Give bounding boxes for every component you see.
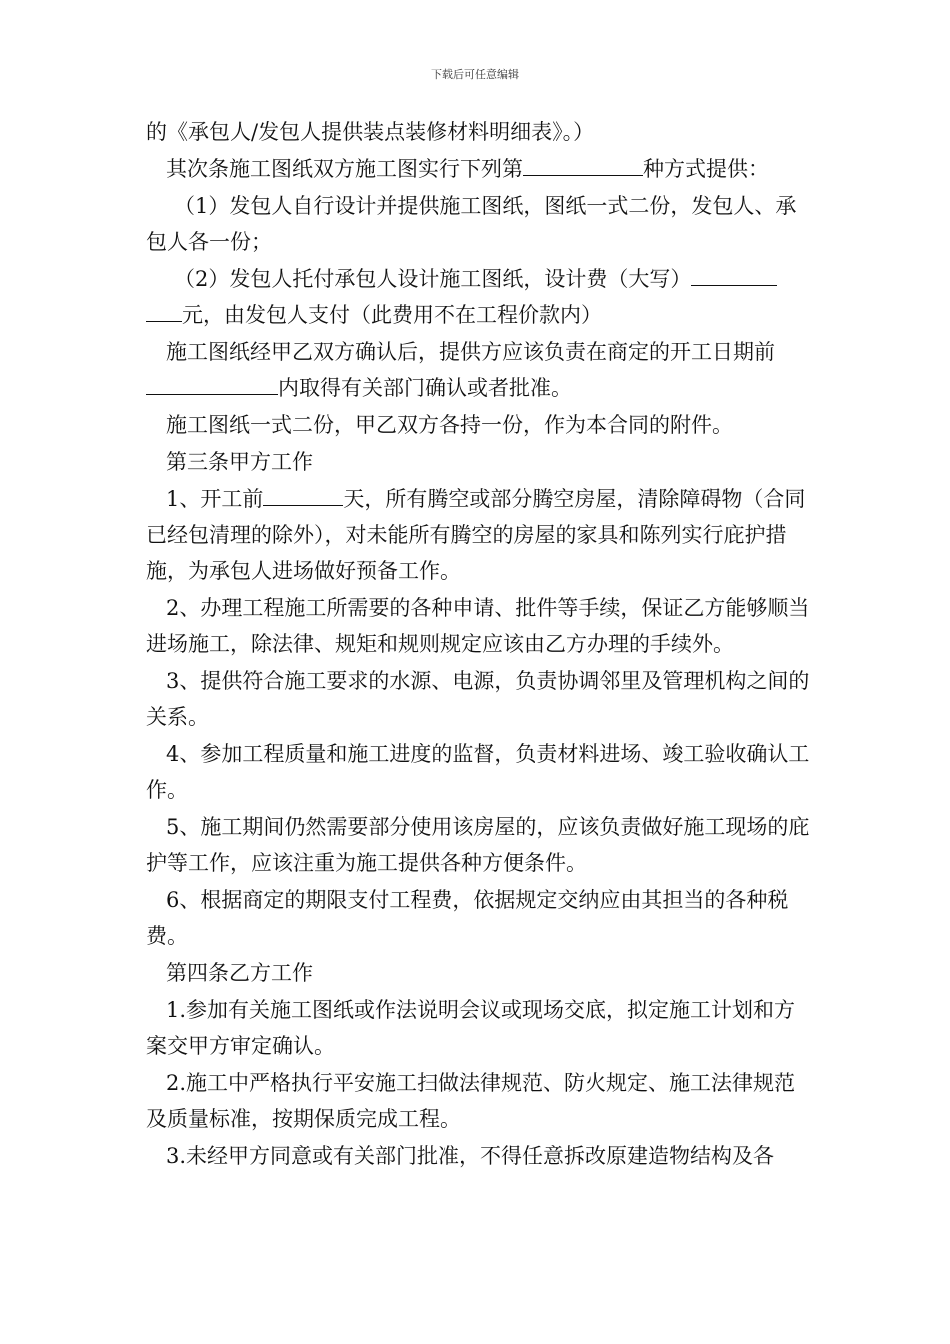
paragraph-text: 3.未经甲方同意或有关部门批准，不得任意拆改原建造物结构及各 <box>166 1144 775 1168</box>
paragraph-text: 天，所有腾空或部分腾空房屋，清除障碍物（合同已经包清理的除外），对未能所有腾空的房屋的家具和陈列实行庇护措施，为承包人进场做好预备工作。 <box>146 487 806 583</box>
paragraph-text: 2.施工中严格执行平安施工扫做法律规范、防火规定、施工法律规范及质量标准，按期保质完成工程。 <box>146 1071 796 1131</box>
paragraph-text: （1）发包人自行设计并提供施工图纸，图纸一式二份，发包人、承包人各一份； <box>146 194 797 254</box>
paragraph-text: 3、提供符合施工要求的水源、电源，负责协调邻里及管理机构之间的关系。 <box>146 669 810 729</box>
paragraph <box>146 1065 810 1137</box>
paragraph <box>146 407 810 443</box>
paragraph <box>146 736 810 808</box>
paragraph-option-1 <box>146 188 810 260</box>
fill-blank <box>146 299 182 322</box>
paragraph <box>146 809 810 881</box>
paragraph-option-2 <box>146 261 810 333</box>
fill-blank <box>691 263 777 286</box>
paragraph <box>146 590 810 662</box>
heading-text: 第四条乙方工作 <box>166 961 313 985</box>
paragraph-text: 施工图纸经甲乙双方确认后，提供方应该负责在商定的开工日期前 <box>166 340 775 364</box>
paragraph-text: 施工图纸一式二份，甲乙双方各持一份，作为本合同的附件。 <box>166 413 733 437</box>
paragraph <box>146 992 810 1064</box>
paragraph <box>146 663 810 735</box>
fill-blank <box>146 372 278 395</box>
paragraph-text: 6、根据商定的期限支付工程费，依据规定交纳应由其担当的各种税费。 <box>146 888 789 948</box>
paragraph <box>146 334 810 406</box>
paragraph <box>146 481 810 589</box>
fill-blank <box>263 483 343 506</box>
paragraph-text: 4、参加工程质量和施工进度的监督，负责材料进场、竣工验收确认工作。 <box>146 742 810 802</box>
section-heading-article-3 <box>146 444 810 480</box>
fill-blank <box>523 153 643 176</box>
paragraph-text: 1、开工前 <box>166 487 264 511</box>
section-heading-article-4 <box>146 955 810 991</box>
paragraph-text: 1.参加有关施工图纸或作法说明会议或现场交底，拟定施工计划和方案交甲方审定确认。 <box>146 998 796 1058</box>
paragraph <box>146 114 810 150</box>
paragraph-text: 2、办理工程施工所需要的各种申请、批件等手续，保证乙方能够顺当进场施工，除法律、规矩和规则规定应该由乙方办理的手续外。 <box>146 596 810 656</box>
heading-text: 第三条甲方工作 <box>166 450 313 474</box>
document-body <box>146 114 810 1175</box>
paragraph-text: 其次条施工图纸双方施工图实行下列第 <box>166 157 523 181</box>
paragraph-text: 内取得有关部门确认或者批准。 <box>278 376 572 400</box>
page-header: 下载后可任意编辑 <box>431 68 519 81</box>
paragraph-text: （2）发包人托付承包人设计施工图纸，设计费（大写） <box>174 267 692 291</box>
paragraph-text: 种方式提供： <box>643 157 769 181</box>
paragraph-text: 元，由发包人支付（此费用不在工程价款内） <box>182 303 602 327</box>
paragraph <box>146 1138 810 1174</box>
paragraph-text: 的《承包人/发包人提供装点装修材料明细表》。） <box>146 120 595 144</box>
paragraph <box>146 882 810 954</box>
paragraph-article-2 <box>146 151 810 187</box>
paragraph-text: 5、施工期间仍然需要部分使用该房屋的，应该负责做好施工现场的庇护等工作，应该注重为施工提供各种方便条件。 <box>146 815 810 875</box>
